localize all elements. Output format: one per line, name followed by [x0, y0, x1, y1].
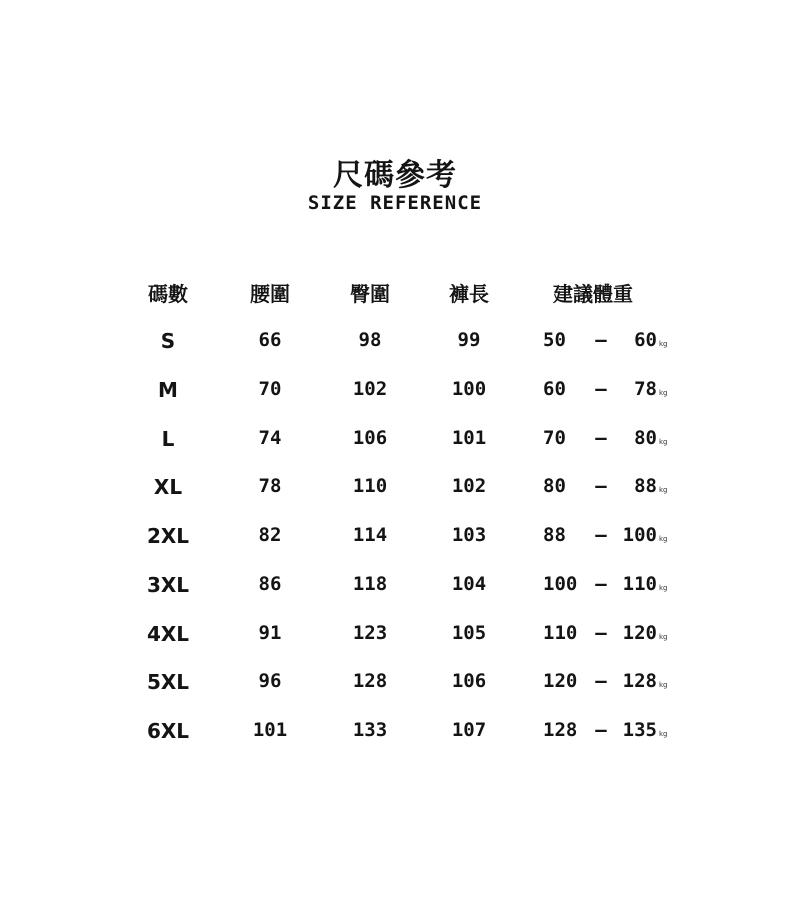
- table-row: [0, 325, 790, 374]
- header-length: 褲長: [449, 282, 489, 306]
- size-cell: 6XL: [146, 719, 190, 743]
- size-cell: 2XL: [146, 524, 190, 548]
- length-cell: 107: [451, 719, 487, 741]
- length-cell: 104: [451, 572, 487, 595]
- weight-cell: [543, 719, 668, 741]
- waist-cell: 96: [258, 670, 282, 693]
- table-row: [0, 569, 790, 618]
- weight-max: 60: [634, 329, 657, 351]
- size-cell: XL: [153, 475, 183, 500]
- table-row: [0, 520, 790, 569]
- table-row: [0, 618, 790, 667]
- weight-min: 100: [543, 572, 578, 595]
- table-row: [0, 374, 790, 423]
- table-header: [0, 278, 790, 308]
- weight-unit: kg: [659, 583, 668, 592]
- weight-dash: –: [595, 572, 607, 595]
- weight-dash: –: [595, 426, 607, 449]
- weight-min: 70: [543, 426, 566, 449]
- weight-cell: [543, 427, 668, 449]
- weight-min: 120: [543, 670, 578, 693]
- size-cell: 4XL: [146, 621, 190, 646]
- waist-cell: 91: [258, 621, 282, 644]
- weight-dash: –: [595, 524, 607, 546]
- weight-dash: –: [595, 670, 607, 693]
- weight-max: 88: [634, 475, 657, 498]
- length-cell: 105: [451, 621, 487, 644]
- table-row: [0, 666, 790, 715]
- hip-cell: 114: [352, 524, 388, 546]
- length-cell: 101: [451, 426, 487, 449]
- weight-min: 60: [543, 377, 566, 400]
- hip-cell: 102: [352, 377, 388, 400]
- waist-cell: 78: [258, 475, 282, 498]
- length-cell: 102: [451, 475, 487, 498]
- waist-cell: 101: [252, 719, 288, 741]
- table-row: [0, 715, 790, 764]
- weight-cell: [543, 524, 668, 546]
- hip-cell: 133: [352, 719, 388, 741]
- weight-cell: [543, 670, 668, 692]
- weight-unit: kg: [659, 681, 668, 690]
- weight-max: 120: [622, 621, 657, 644]
- weight-dash: –: [595, 377, 607, 400]
- size-cell: M: [158, 377, 178, 402]
- hip-cell: 110: [352, 475, 388, 498]
- weight-max: 80: [634, 426, 657, 449]
- weight-cell: [543, 329, 668, 351]
- weight-dash: –: [595, 719, 607, 741]
- header-size: 碼數: [148, 282, 188, 306]
- weight-cell: [543, 573, 668, 595]
- weight-min: 128: [543, 719, 578, 741]
- length-cell: 106: [451, 670, 487, 693]
- weight-max: 100: [622, 524, 657, 546]
- hip-cell: 106: [352, 426, 388, 449]
- size-cell: 3XL: [146, 572, 190, 597]
- waist-cell: 70: [258, 377, 282, 400]
- weight-min: 88: [543, 524, 566, 546]
- hip-cell: 98: [358, 329, 382, 351]
- weight-unit: kg: [659, 437, 668, 446]
- header-weight: 建議體重: [553, 282, 633, 306]
- header-waist: 腰圍: [250, 282, 290, 306]
- length-cell: 100: [451, 377, 487, 400]
- waist-cell: 82: [258, 524, 282, 546]
- hip-cell: 128: [352, 670, 388, 693]
- waist-cell: 86: [258, 572, 282, 595]
- weight-unit: kg: [659, 632, 668, 641]
- weight-unit: kg: [659, 535, 668, 543]
- size-cell: L: [161, 426, 175, 451]
- weight-dash: –: [595, 329, 607, 351]
- weight-dash: –: [595, 621, 607, 644]
- weight-unit: kg: [659, 388, 668, 397]
- weight-cell: [543, 378, 668, 400]
- weight-unit: kg: [659, 486, 668, 495]
- weight-max: 78: [634, 377, 657, 400]
- hip-cell: 123: [352, 621, 388, 644]
- size-cell: 5XL: [146, 670, 190, 695]
- size-cell: S: [160, 329, 176, 353]
- weight-max: 110: [622, 572, 657, 595]
- weight-unit: kg: [659, 730, 668, 738]
- table-row: [0, 423, 790, 472]
- weight-max: 135: [622, 719, 657, 741]
- header-hip: 臀圍: [350, 282, 390, 306]
- size-table: [0, 325, 790, 764]
- waist-cell: 74: [258, 426, 282, 449]
- weight-min: 50: [543, 329, 566, 351]
- table-row: [0, 471, 790, 520]
- weight-cell: [543, 475, 668, 497]
- weight-cell: [543, 622, 668, 644]
- weight-max: 128: [622, 670, 657, 693]
- weight-unit: kg: [659, 340, 668, 348]
- length-cell: 99: [457, 329, 481, 351]
- hip-cell: 118: [352, 572, 388, 595]
- length-cell: 103: [451, 524, 487, 546]
- page-subtitle: SIZE REFERENCE: [307, 192, 483, 214]
- waist-cell: 66: [258, 329, 282, 351]
- weight-min: 110: [543, 621, 578, 644]
- weight-dash: –: [595, 475, 607, 498]
- page-title: 尺碼參考: [333, 158, 457, 193]
- weight-min: 80: [543, 475, 566, 498]
